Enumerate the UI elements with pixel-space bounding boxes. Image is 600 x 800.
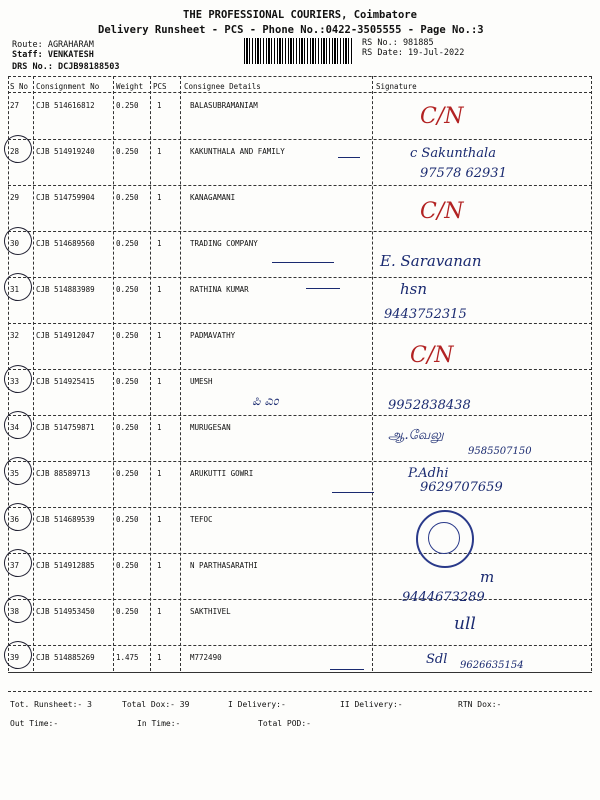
row-weight: 0.250 [116,469,139,478]
signature-handwritten: E. Saravanan [380,252,482,270]
row-details: KAKUNTHALA AND FAMILY [190,147,285,156]
row-weight: 0.250 [116,193,139,202]
row-weight: 1.475 [116,653,139,662]
table-row [0,557,600,603]
table-row [0,511,600,557]
barcode-image [244,38,354,64]
signature-cn: C/N [420,199,464,224]
signature-cn: C/N [410,343,454,368]
row-consignment: CJB 514689539 [36,515,95,524]
row-pcs: 1 [157,239,162,248]
row-pcs: 1 [157,469,162,478]
row-sno: 29 [10,193,20,202]
row-divider [8,461,592,462]
row-details: UMESH [190,377,213,386]
row-weight: 0.250 [116,377,139,386]
signature-cn: C/N [420,104,464,129]
col-header-weight: Weight [116,82,144,91]
signature-handwritten: m [480,568,495,586]
row-pcs: 1 [157,653,162,662]
rs-date: RS Date: 19-Jul-2022 [362,48,465,58]
signature-handwritten: ಪಿ ಎಂ [252,394,279,409]
col-header-consignment: Consignment No [36,82,100,91]
row-sno: 38 [10,607,20,616]
row-divider [8,645,592,646]
row-consignment: CJB 514759871 [36,423,95,432]
total-dox: Total Dox:- 39 [122,700,190,709]
table-row [0,465,600,511]
row-sno: 30 [10,239,20,248]
row-weight: 0.250 [116,101,139,110]
row-pcs: 1 [157,423,162,432]
row-consignment: CJB 514883989 [36,285,95,294]
row-divider [8,415,592,416]
row-weight: 0.250 [116,147,139,156]
row-weight: 0.250 [116,331,139,340]
signature-phone: 97578 62931 [420,166,507,181]
row-consignment: CJB 514885269 [36,653,95,662]
row-consignment: CJB 514919240 [36,147,95,156]
in-time: In Time:- [137,719,181,728]
row-sno: 39 [10,653,20,662]
signature-phone: 9585507150 [468,446,532,457]
pen-dash [272,262,334,263]
pen-dash [306,288,340,289]
row-pcs: 1 [157,515,162,524]
table-row [0,603,600,649]
row-consignment: CJB 514953450 [36,607,95,616]
table-bottom-border [8,672,592,673]
total-runsheet: Tot. Runsheet:- 3 [10,700,92,709]
row-pcs: 1 [157,193,162,202]
row-sno: 28 [10,147,20,156]
company-title: THE PROFESSIONAL COURIERS, Coimbatore [183,9,417,21]
table-row [0,327,600,373]
company-stamp [416,510,474,568]
i-delivery: I Delivery:- [228,700,286,709]
signature-phone: 9626635154 [460,660,524,671]
row-pcs: 1 [157,377,162,386]
pen-dash [332,492,374,493]
row-sno: 37 [10,561,20,570]
row-weight: 0.250 [116,423,139,432]
footer-divider [8,691,592,692]
route-label: Route: AGRAHARAM [12,40,94,50]
row-pcs: 1 [157,331,162,340]
signature-phone: 9444673289 [402,590,485,605]
signature-phone: 9629707659 [420,480,503,495]
signature-handwritten: ull [454,614,476,634]
row-consignment: CJB 514912885 [36,561,95,570]
out-time: Out Time:- [10,719,59,728]
row-consignment: CJB 514616812 [36,101,95,110]
header-divider [8,92,592,93]
table-row [0,97,600,143]
row-divider [8,185,592,186]
row-pcs: 1 [157,101,162,110]
row-details: TRADING COMPANY [190,239,258,248]
signature-phone: 9952838438 [388,398,471,413]
row-details: BALASUBRAMANIAM [190,101,258,110]
row-weight: 0.250 [116,561,139,570]
row-details: N PARTHASARATHI [190,561,258,570]
col-header-sno: S No [10,82,29,91]
row-divider [8,323,592,324]
row-divider [8,277,592,278]
row-sno: 31 [10,285,20,294]
ii-delivery: II Delivery:- [340,700,403,709]
runsheet-subtitle: Delivery Runsheet - PCS - Phone No.:0422-3505555 - Page No.:3 [98,24,484,36]
table-row [0,235,600,281]
row-consignment: CJB 514689560 [36,239,95,248]
row-details: MURUGESAN [190,423,231,432]
table-row [0,373,600,419]
signature-handwritten: ஆ.வேலு [388,428,444,443]
row-divider [8,139,592,140]
row-pcs: 1 [157,607,162,616]
total-pod: Total POD:- [258,719,311,728]
row-sno: 36 [10,515,20,524]
row-divider [8,599,592,600]
pen-dash [330,669,364,670]
row-divider [8,231,592,232]
row-divider [8,369,592,370]
table-top-border [8,76,592,77]
row-details: KANAGAMANI [190,193,236,202]
row-consignment: CJB 514925415 [36,377,95,386]
row-sno: 27 [10,101,20,110]
staff-label: Staff: VENKATESH [12,50,94,60]
row-weight: 0.250 [116,239,139,248]
table-row [0,189,600,235]
signature-phone: 9443752315 [384,307,467,322]
row-details: RATHINA KUMAR [190,285,249,294]
row-details: PADMAVATHY [190,331,236,340]
row-consignment: CJB 88589713 [36,469,91,478]
col-header-signature: Signature [376,82,417,91]
signature-handwritten: hsn [400,280,428,298]
col-header-details: Consignee Details [184,82,261,91]
row-divider [8,553,592,554]
rtn-dox: RTN Dox:- [458,700,502,709]
row-pcs: 1 [157,285,162,294]
drs-number: DRS No.: DCJB98188503 [12,62,120,72]
row-pcs: 1 [157,147,162,156]
row-sno: 35 [10,469,20,478]
col-header-pcs: PCS [153,82,167,91]
signature-handwritten: c Sakunthala [410,146,496,161]
row-sno: 33 [10,377,20,386]
row-sno: 32 [10,331,20,340]
table-row [0,143,600,189]
row-details: ARUKUTTI GOWRI [190,469,254,478]
table-row [0,281,600,327]
row-consignment: CJB 514759904 [36,193,95,202]
signature-handwritten: P.Adhi [408,466,449,481]
pen-dash [338,157,360,158]
row-details: TEFOC [190,515,213,524]
row-details: M772490 [190,653,222,662]
row-consignment: CJB 514912047 [36,331,95,340]
row-weight: 0.250 [116,515,139,524]
signature-handwritten: Sdl [426,652,448,667]
row-weight: 0.250 [116,285,139,294]
row-sno: 34 [10,423,20,432]
rs-number: RS No.: 981885 [362,38,434,48]
table-row [0,419,600,465]
row-pcs: 1 [157,561,162,570]
row-divider [8,507,592,508]
row-details: SAKTHIVEL [190,607,231,616]
row-weight: 0.250 [116,607,139,616]
